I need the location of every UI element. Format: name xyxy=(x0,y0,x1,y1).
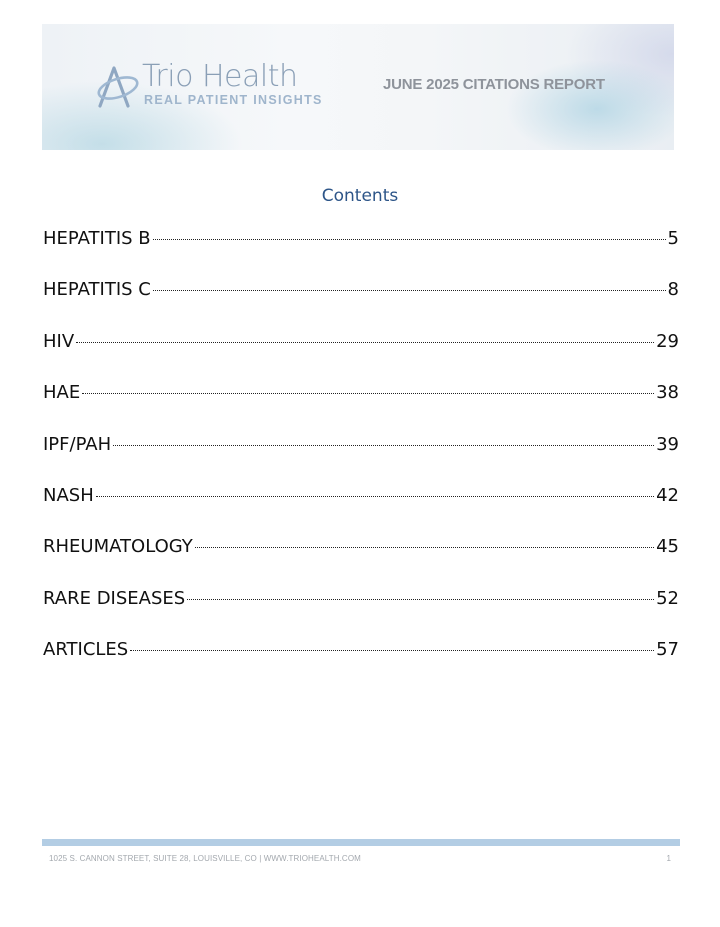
toc-entry-page: 42 xyxy=(656,484,679,506)
contents-heading: Contents xyxy=(321,186,399,206)
toc-entry-title: HAE xyxy=(43,382,81,404)
toc-entry-rare-diseases[interactable] xyxy=(43,587,679,638)
toc-entry-rheumatology[interactable] xyxy=(43,535,679,586)
toc-entry-hepatitis-b[interactable] xyxy=(43,227,679,278)
brand-tagline: REAL PATIENT INSIGHTS xyxy=(144,93,323,107)
toc-entry-page: 57 xyxy=(656,639,679,661)
toc-entry-hiv[interactable] xyxy=(43,330,679,381)
toc-entry-title: IPF/PAH xyxy=(43,433,112,455)
toc-entry-page: 39 xyxy=(656,433,679,455)
trio-logo-icon xyxy=(92,62,142,110)
toc-entry-articles[interactable] xyxy=(43,638,679,689)
toc-entry-page: 52 xyxy=(656,587,679,609)
report-title: JUNE 2025 CITATIONS REPORT xyxy=(383,76,605,93)
toc-dot-leader xyxy=(96,496,654,497)
toc-entry-hae[interactable] xyxy=(43,381,679,432)
brand-logo xyxy=(92,60,322,110)
toc-dot-leader xyxy=(130,650,654,651)
toc-entry-page: 29 xyxy=(656,330,679,352)
toc-entry-page: 45 xyxy=(656,536,679,558)
toc-entry-title: HIV xyxy=(43,330,75,352)
toc-entry-page: 8 xyxy=(667,279,679,301)
toc-entry-hepatitis-c[interactable] xyxy=(43,278,679,329)
toc-entry-title: ARTICLES xyxy=(43,639,129,661)
toc-entry-title: RARE DISEASES xyxy=(43,587,186,609)
toc-entry-title: RHEUMATOLOGY xyxy=(43,536,193,558)
toc-dot-leader xyxy=(76,342,654,343)
toc-dot-leader xyxy=(113,445,654,446)
header-banner xyxy=(42,24,674,150)
toc-dot-leader xyxy=(187,599,654,600)
brand-name: Trio Health xyxy=(142,59,298,94)
toc-entry-title: HEPATITIS B xyxy=(43,228,151,249)
footer-address: 1025 S. CANNON STREET, SUITE 28, LOUISVILLE, CO | WWW.TRIOHEALTH.COM xyxy=(49,854,361,863)
toc-entry-title: NASH xyxy=(43,484,94,506)
table-of-contents xyxy=(43,227,679,690)
footer-page-number: 1 xyxy=(666,854,671,863)
footer-divider xyxy=(42,839,680,846)
toc-entry-page: 5 xyxy=(667,228,679,249)
toc-entry-title: HEPATITIS C xyxy=(43,279,151,301)
toc-entry-page: 38 xyxy=(656,382,679,404)
toc-dot-leader xyxy=(153,239,666,240)
toc-dot-leader xyxy=(82,393,654,394)
toc-dot-leader xyxy=(153,290,666,291)
toc-dot-leader xyxy=(195,547,654,548)
toc-entry-ipf-pah[interactable] xyxy=(43,433,679,484)
toc-entry-nash[interactable] xyxy=(43,484,679,535)
